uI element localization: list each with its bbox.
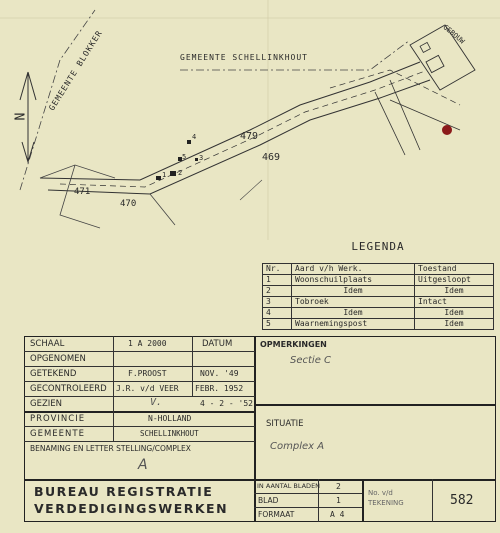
parcel-boundary [40, 165, 115, 178]
tekening-label: No. v/d TEKENING [368, 489, 404, 507]
object-2-marker [170, 171, 176, 176]
tekening-value: 582 [450, 493, 474, 508]
getekend-label: GETEKEND [30, 369, 77, 379]
object-number: 2 [178, 169, 183, 177]
schaal-label: SCHAAL [30, 339, 65, 349]
legend-row [263, 286, 494, 297]
parcel-label: 469 [262, 152, 281, 163]
parcel-boundary [150, 194, 175, 225]
opmerkingen-value: Sectie C [290, 355, 332, 366]
provincie-value: N-HOLLAND [148, 414, 192, 423]
bureau-title: BUREAU REGISTRATIE [34, 484, 214, 499]
gezien-label: GEZIEN [30, 399, 63, 409]
divider [254, 336, 256, 522]
gemeente-label: GEMEENTE [30, 429, 85, 439]
building-plot [410, 25, 475, 90]
parcel-label: 470 [120, 199, 137, 209]
legend-type: Waarnemingspost [292, 319, 415, 330]
blad-value: 1 [336, 496, 341, 505]
parcel-boundary [240, 180, 262, 200]
datum-label: DATUM [202, 339, 233, 349]
legend-state: Idem [415, 286, 494, 297]
legend-type: Woonschuilplaats [292, 275, 415, 286]
legend-type: Idem [292, 286, 415, 297]
gemeente-value: SCHELLINKHOUT [140, 429, 199, 438]
side-path [390, 80, 420, 150]
gecontroleerd-label: GECONTROLEERD [30, 384, 107, 394]
legend-type: Tobroek [292, 297, 415, 308]
parcel-label: 471 [74, 187, 91, 197]
legend-table [262, 263, 494, 330]
north-label: N [10, 112, 26, 121]
object-number: 5 [182, 153, 187, 161]
situatie-label: SITUATIE [266, 419, 304, 429]
legend-header-row [263, 264, 494, 275]
location-marker [442, 125, 452, 135]
road-edge [40, 62, 420, 180]
opmerkingen-label: OPMERKINGEN [260, 340, 327, 349]
object-number: 4 [192, 133, 197, 141]
gezien-date: 4 - 2 - '52 [200, 399, 253, 408]
getekend-date: NOV. '49 [200, 369, 239, 378]
legend-state: Uitgesloopt [415, 275, 494, 286]
legend-header: Nr. [263, 264, 292, 275]
legend-header: Aard v/h Werk. [292, 264, 415, 275]
provincie-label: PROVINCIE [30, 414, 86, 424]
legend-nr: 3 [263, 297, 292, 308]
legend-type: Idem [292, 308, 415, 319]
legend-row [263, 319, 494, 330]
side-path [375, 92, 405, 155]
gezien-name: V. [150, 397, 163, 408]
legend-nr: 1 [263, 275, 292, 286]
bladen-value: 2 [336, 482, 341, 491]
object-4-marker [187, 140, 191, 144]
bureau-subtitle: VERDEDIGINGSWERKEN [34, 501, 229, 516]
parcel-label: 479 [240, 131, 259, 142]
object-number: 1 [162, 171, 167, 179]
situatie-value: Complex A [270, 441, 325, 452]
benaming-label: BENAMING EN LETTER STELLING/COMPLEX [30, 444, 191, 453]
legend-header: Toestand [415, 264, 494, 275]
legend-state: Idem [415, 319, 494, 330]
road-centerline [60, 71, 425, 187]
building [426, 55, 444, 72]
object-number: 3 [199, 154, 204, 162]
municipality-label: GEMEENTE BLOKKER [47, 28, 105, 113]
legend-row [263, 275, 494, 286]
road-branch [330, 70, 460, 105]
formaat-label: FORMAAT [258, 510, 295, 519]
road-edge [48, 80, 430, 194]
legend-title: LEGENDA [351, 240, 405, 253]
legend-nr: 2 [263, 286, 292, 297]
municipality-label: GEMEENTE SCHELLINKHOUT [180, 53, 308, 62]
legend-row [263, 297, 494, 308]
bladen-label: IN AANTAL BLADEN [257, 482, 321, 490]
legend-row [263, 308, 494, 319]
schaal-value: 1 A 2000 [128, 339, 167, 348]
legend-state: Idem [415, 308, 494, 319]
legend-nr: 4 [263, 308, 292, 319]
formaat-value: A 4 [330, 510, 345, 519]
building [420, 42, 430, 52]
edge-label: GEBOUW [441, 23, 467, 46]
opgenomen-label: OPGENOMEN [30, 354, 86, 364]
legend-state: Intact [415, 297, 494, 308]
benaming-value: A [138, 457, 148, 473]
gecontroleerd-name: J.R. v/d VEER [116, 384, 179, 393]
object-1-marker [156, 176, 161, 180]
gecontroleerd-date: FEBR. 1952 [195, 384, 244, 393]
object-3-marker [195, 158, 198, 161]
getekend-name: F.PROOST [128, 369, 167, 378]
blad-label: BLAD [258, 496, 279, 505]
legend-nr: 5 [263, 319, 292, 330]
